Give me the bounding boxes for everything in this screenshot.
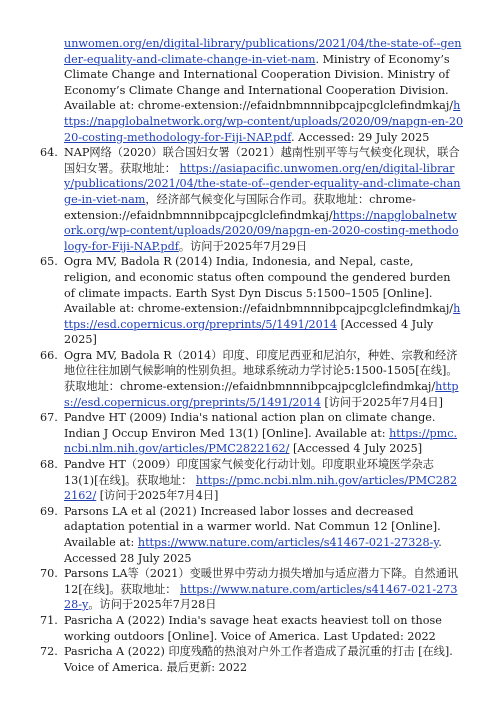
reference-text: [访问于2025年7月4日] — [320, 395, 443, 409]
reference-text: . Accessed 28 July 2025 — [64, 536, 442, 565]
reference-text: Pasricha A (2022) India's savage heat exacts heaviest toll on those working outdoors [Online]. Voice of America. Last Updated: 2022 — [64, 613, 442, 643]
reference-page — [0, 36, 500, 675]
reference-link[interactable]: https://esd.copernicus.org/preprints/5/1491/2014 — [64, 302, 461, 331]
reference-number: 67. — [40, 411, 58, 425]
reference-text: ，经济部气候变化与国际合作司。获取地址：chrome-extension://efaidnbmnnnibpcajpcglclefindmkaj/ — [64, 192, 416, 222]
reference-text: Pandve HT（2009）印度国家气候变化行动计划。印度职业环境医学杂志13(1)[在线]。获取地址： — [64, 458, 434, 487]
reference-text: . Accessed: 29 July 2025 — [291, 130, 430, 144]
reference-link[interactable]: https://www.nature.com/articles/s41467-021-27328-y — [137, 536, 439, 549]
reference-text: Parsons LA等（2021）变暖世界中劳动力损失增加与适应潜力下降。自然通讯12[在线]。获取地址： — [64, 567, 459, 596]
reference-text: [Accessed 4 July 2025] — [289, 442, 423, 456]
reference-number: 69. — [40, 504, 58, 518]
reference-item — [40, 613, 462, 644]
reference-item — [40, 145, 462, 254]
reference-list — [0, 145, 500, 675]
reference-link[interactable]: unwomen.org/en/digital-library/publications/2021/04/the-state-of--gender-equality-and-climate-change-in-viet-nam — [64, 37, 462, 66]
reference-number: 65. — [40, 255, 58, 269]
reference-text: [Accessed 4 July 2025] — [64, 317, 434, 347]
reference-text: Parsons LA et al (2021) Increased labor losses and decreased adaptation potential in a warmer world. Nat Commun 12 [Online]. Available at: — [64, 504, 441, 549]
reference-text: Pasricha A (2022) 印度残酷的热浪对户外工作者造成了最沉重的打击 [在线]. Voice of America. 最后更新: 2022 — [64, 645, 453, 674]
reference-number: 64. — [40, 146, 58, 160]
reference-number: 72. — [40, 645, 58, 659]
reference-link[interactable]: https://pmc.ncbi.nlm.nih.gov/articles/PMC2822162/ — [64, 426, 458, 456]
reference-number: 68. — [40, 458, 58, 472]
reference-text: Ogra MV, Badola R（2014）印度、印度尼西亚和尼泊尔，种姓、宗教和经济地位往往加剧气候影响的性别负担。地球系统动力学讨论5:1500-1505[在线]。获取地址：chrome-extension://efaidnbmnnnibpcajpcglclefindmkaj/ — [64, 348, 458, 394]
reference-text: Pandve HT (2009) India's national action plan on climate change. Indian J Occup Environ Med 13(1) [Online]. Available at: — [64, 411, 436, 440]
reference-continuation — [64, 36, 464, 145]
reference-item — [40, 566, 462, 613]
reference-text: Ogra MV, Badola R (2014) India, Indonesia, and Nepal, caste, religion, and economic status often compound the gendered burden of climate impacts. Earth Syst Dyn Discus 5:1500–1505 [Online]. Available at: chrome-extension://efaidnbmnnnibpcajpcglclefindmkaj/ — [64, 255, 454, 316]
reference-text: 。访问于2025年7月28日 — [88, 598, 217, 612]
reference-text: 。访问于2025年7月29日 — [178, 239, 308, 253]
reference-link[interactable]: https://napglobalnetwork.org/wp-content/uploads/2020/09/napgn-en-2020-costing-methodology-for-Fiji-NAP.pdf — [64, 99, 464, 144]
reference-item — [40, 410, 462, 457]
reference-number: 71. — [40, 613, 58, 627]
reference-link[interactable]: https://esd.copernicus.org/preprints/5/1491/2014 — [64, 380, 459, 409]
reference-item — [40, 644, 462, 675]
reference-text: NAP网络（2020）联合国妇女署（2021）越南性别平等与气候变化现状，联合国妇女署。获取地址： — [64, 146, 460, 175]
reference-number: 66. — [40, 348, 58, 362]
reference-link[interactable]: https://napglobalnetwork.org/wp-content/uploads/2020/09/napgn-en-2020-costing-methodology-for-Fiji-NAP.pdf — [64, 208, 459, 253]
reference-link[interactable]: https://pmc.ncbi.nlm.nih.gov/articles/PMC2822162/ — [64, 473, 458, 503]
reference-item — [40, 348, 462, 410]
reference-number: 70. — [40, 567, 58, 581]
reference-text: [访问于2025年7月4日] — [96, 489, 219, 503]
reference-item — [40, 504, 462, 566]
reference-link[interactable]: https://asiapacific.unwomen.org/en/digital-library/publications/2021/04/the-state-of--gender-equality-and-climate-change-in-viet-nam — [64, 161, 461, 206]
reference-item — [40, 254, 462, 348]
reference-link[interactable]: https://www.nature.com/articles/s41467-021-27328-y — [64, 582, 458, 612]
reference-item — [40, 457, 462, 504]
reference-text: . Ministry of Economy’s Climate Change and International Cooperation Division. Ministry of Economy’s Climate Change and International Cooperation Division. Available at: chrome-extension://efaidnbmnnnibpcajpcglclefindmkaj/ — [64, 52, 454, 113]
